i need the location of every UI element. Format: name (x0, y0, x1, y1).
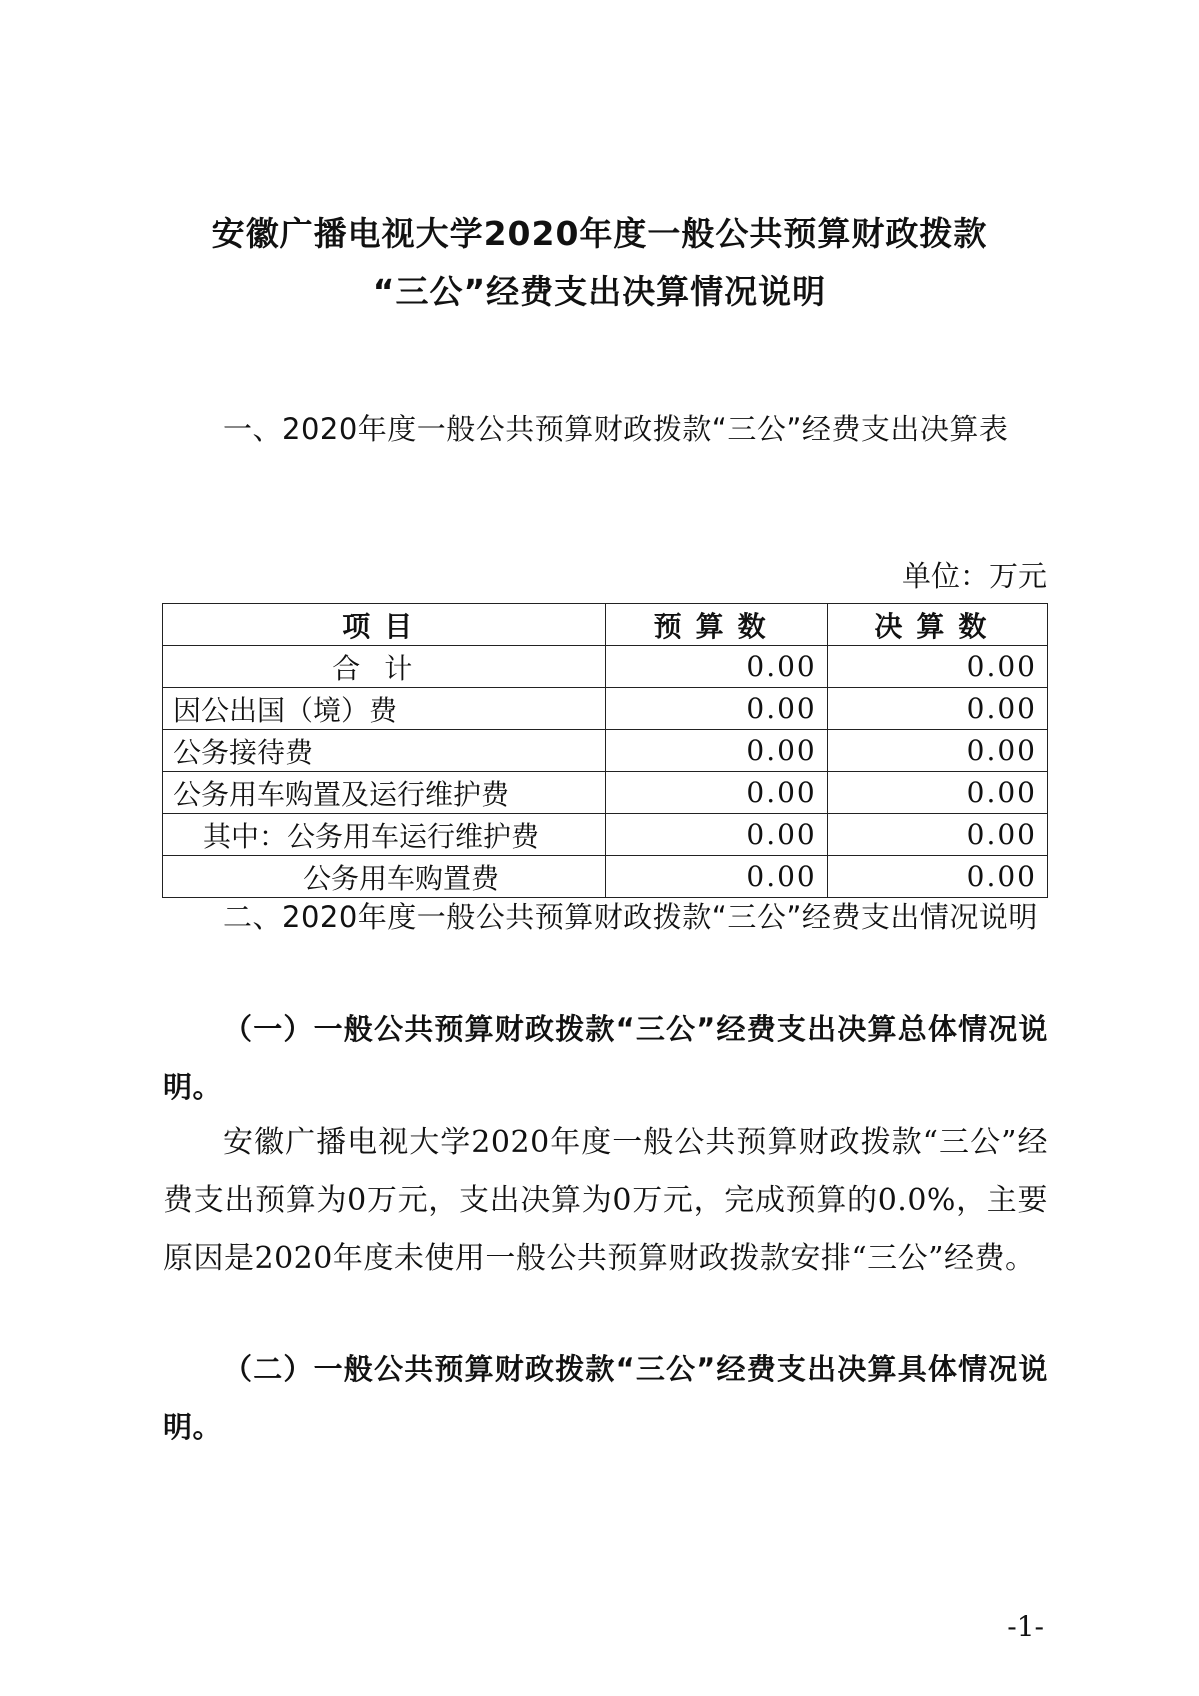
header-actual: 决算数 (827, 604, 1047, 646)
row-label: 合计 (163, 646, 606, 688)
row-label: 公务用车购置及运行维护费 (163, 772, 606, 814)
table-row (163, 730, 1048, 772)
row-budget: 0.00 (606, 646, 827, 688)
row-budget: 0.00 (606, 772, 827, 814)
table-row (163, 646, 1048, 688)
row-label: 公务用车购置费 (163, 856, 606, 898)
row-actual: 0.00 (827, 856, 1047, 898)
row-budget: 0.00 (606, 730, 827, 772)
three-public-expenses-table (162, 603, 1048, 898)
row-budget: 0.00 (606, 688, 827, 730)
table-row (163, 772, 1048, 814)
row-label: 其中：公务用车运行维护费 (163, 814, 606, 856)
row-budget: 0.00 (606, 814, 827, 856)
subsection1-heading: （一）一般公共预算财政拨款“三公”经费支出决算总体情况说明。 (163, 1012, 1048, 1104)
row-actual: 0.00 (827, 772, 1047, 814)
header-item: 项目 (163, 604, 606, 646)
unit-label: 单位：万元 (901, 559, 1047, 593)
row-label: 因公出国（境）费 (163, 688, 606, 730)
table-row (163, 688, 1048, 730)
page-number: -1- (1007, 1610, 1044, 1643)
paragraph-overall: 安徽广播电视大学2020年度一般公共预算财政拨款“三公”经费支出预算为0万元，支出决算为0万元，完成预算的0.0%，主要原因是2020年度未使用一般公共预算财政拨款安排“三公”经费。 (163, 1125, 1048, 1276)
document-title-line2: “三公”经费支出决算情况说明 (372, 272, 827, 311)
section2-heading: 二、2020年度一般公共预算财政拨款“三公”经费支出情况说明 (223, 900, 1038, 934)
row-budget: 0.00 (606, 856, 827, 898)
row-actual: 0.00 (827, 814, 1047, 856)
row-actual: 0.00 (827, 646, 1047, 688)
row-actual: 0.00 (827, 730, 1047, 772)
header-budget: 预算数 (606, 604, 827, 646)
subsection2-heading: （二）一般公共预算财政拨款“三公”经费支出决算具体情况说明。 (163, 1352, 1048, 1444)
table-row (163, 814, 1048, 856)
section1-heading: 一、2020年度一般公共预算财政拨款“三公”经费支出决算表 (223, 412, 1009, 446)
row-label: 公务接待费 (163, 730, 606, 772)
row-actual: 0.00 (827, 688, 1047, 730)
document-title-line1: 安徽广播电视大学2020年度一般公共预算财政拨款 (211, 214, 988, 253)
table-header-row (163, 604, 1048, 646)
